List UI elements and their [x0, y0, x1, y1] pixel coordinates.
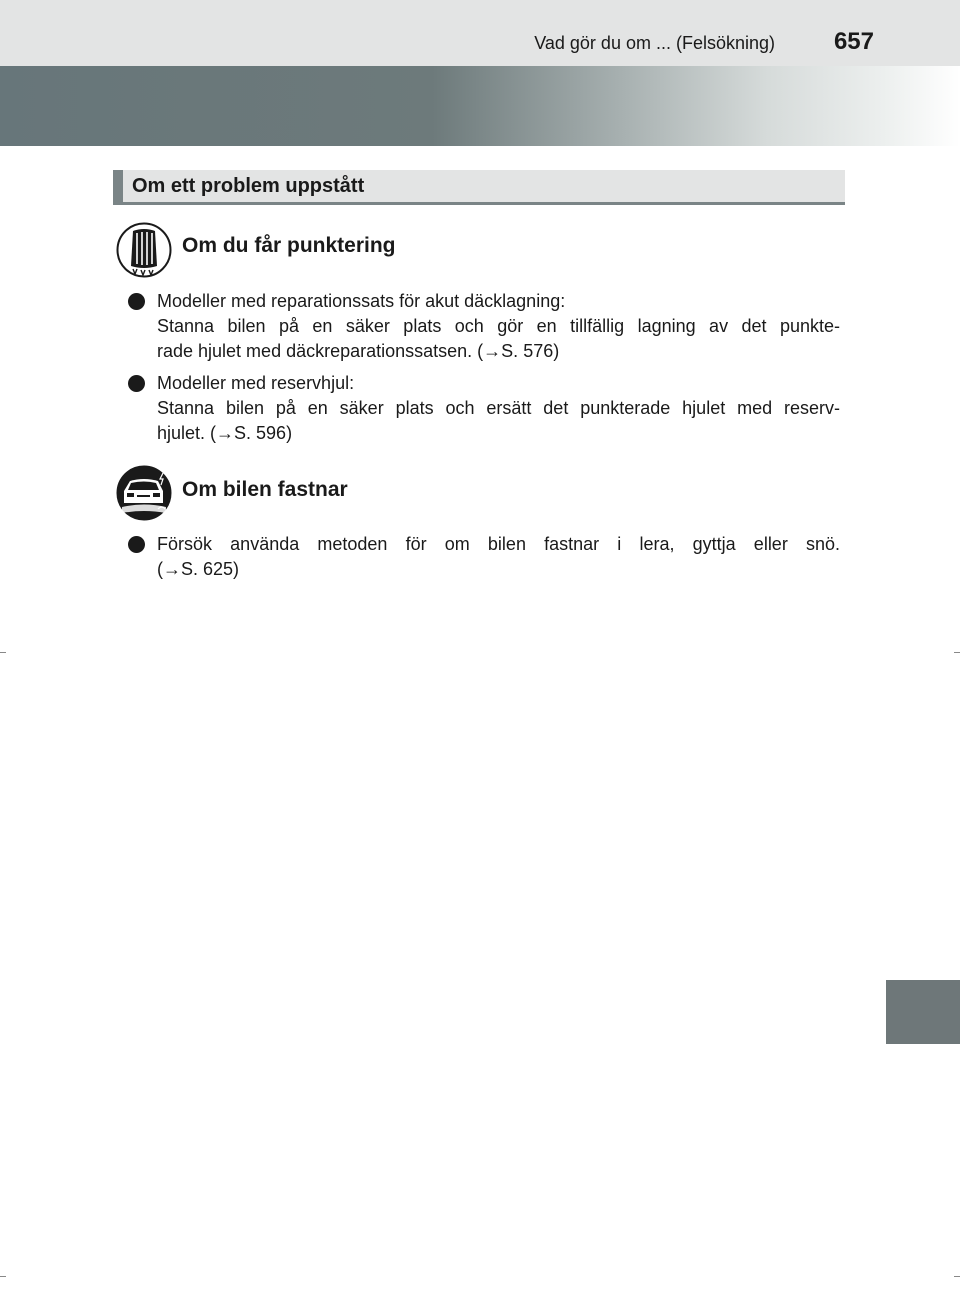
list-item-text: hjulet. (→S. 596) [157, 423, 293, 443]
list-item [128, 289, 840, 364]
subsection-title-flat-tire: Om du får punktering [182, 234, 396, 257]
crop-mark [954, 1276, 960, 1277]
bullet-icon [128, 375, 145, 392]
list-item [128, 371, 840, 446]
list-item-heading: Modeller med reservhjul: [157, 373, 355, 393]
chapter-title: Vad gör du om ... (Felsökning) [534, 33, 775, 53]
list-item-text: rade hjulet med däckreparationssatsen. (→S. 576) [157, 341, 560, 361]
bullet-icon [128, 536, 145, 553]
bullet-icon [128, 293, 145, 310]
list-item-heading: Modeller med reparationssats för akut däcklagning: [157, 291, 566, 311]
list-item-text: Stanna bilen på en säker plats och gör en tillfällig lagning av det punkte- [157, 316, 840, 336]
list-item [128, 532, 840, 582]
stuck-car-icon [116, 465, 172, 521]
crop-mark [0, 652, 6, 653]
section-header-bar [113, 170, 123, 205]
list-item-text: Försök använda metoden för om bilen fastnar i lera, gyttja eller snö. [157, 534, 840, 554]
section-title: Om ett problem uppstått [132, 175, 365, 197]
subsection-title-stuck-car: Om bilen fastnar [182, 478, 348, 501]
page-number: 657 [833, 28, 874, 55]
list-item-text: (→S. 625) [157, 559, 240, 579]
list-item-text: Stanna bilen på en säker plats och ersätt det punkterade hjulet med reserv- [157, 398, 840, 418]
crop-mark [0, 1276, 6, 1277]
crop-mark [954, 652, 960, 653]
page-header [0, 0, 960, 66]
chapter-side-tab [886, 980, 960, 1044]
section-header [113, 170, 845, 205]
flat-tire-icon [116, 222, 172, 278]
header-banner [0, 66, 960, 146]
